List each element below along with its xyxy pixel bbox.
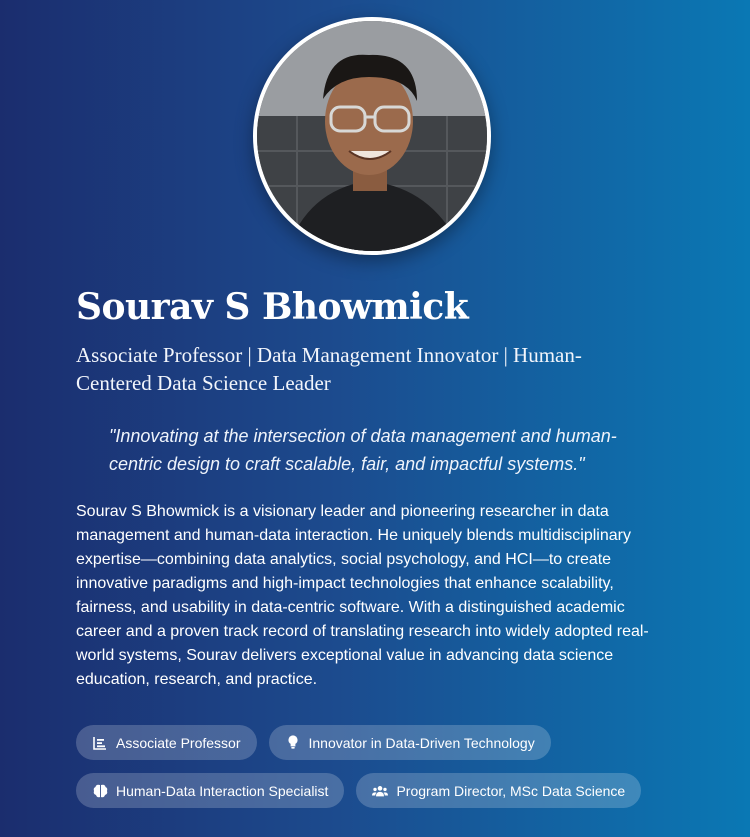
tag-program-director [356, 773, 641, 808]
tag-associate-professor [76, 725, 257, 760]
users-icon [372, 783, 388, 799]
lightbulb-icon [285, 735, 301, 751]
profile-bio: Sourav S Bhowmick is a visionary leader and pioneering researcher in data management and human-data interaction. He uniquely blends multidisciplinary expertise—combining data analytics, social psychology, and HCI—to create innovative paradigms and high-impact technologies that enhance scalability, fairness, and usability in data-centric software. With a distinguished academic career and a proven track record of translating research into widely adopted real-world systems, Sourav delivers exceptional value in advancing data science education, research, and practice. [76, 503, 649, 688]
tag-label: Human-Data Interaction Specialist [116, 782, 329, 799]
profile-photo [257, 21, 487, 251]
tag-list [76, 725, 696, 808]
avatar [253, 17, 491, 255]
tag-hdi-specialist [76, 773, 344, 808]
tag-label: Innovator in Data-Driven Technology [308, 734, 535, 751]
profile-quote: "Innovating at the intersection of data management and human-centric design to craft scalable, fair, and impactful systems." [109, 426, 617, 474]
profile-name: Sourav S Bhowmick [76, 286, 469, 328]
chart-icon [92, 735, 108, 751]
tag-label: Associate Professor [116, 734, 241, 751]
brain-icon [92, 783, 108, 799]
profile-subtitle: Associate Professor | Data Management Innovator | Human-Centered Data Science Leader [76, 343, 582, 395]
tag-label: Program Director, MSc Data Science [396, 782, 626, 799]
tag-innovator [269, 725, 551, 760]
